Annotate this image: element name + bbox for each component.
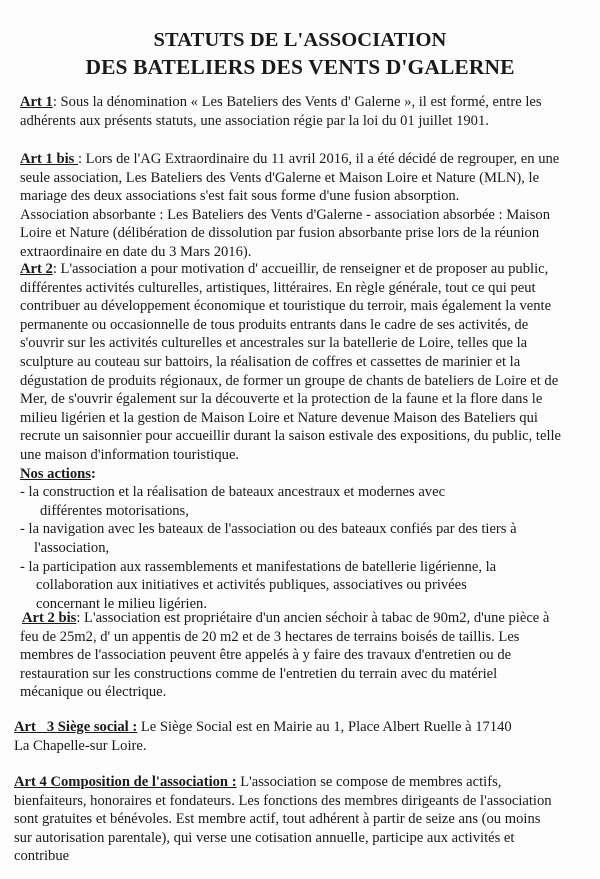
article-line: sur autorisation parentale), qui verse une cotisation annuelle, participe aux activités et	[14, 829, 515, 846]
article-line: extraordinaire en date du 3 Mars 2016).	[20, 243, 252, 260]
article-line	[20, 150, 592, 169]
actions-label: Nos actions	[20, 465, 91, 482]
article-line: Association absorbante : Les Bateliers des Vents d'Galerne - association absorbée : Maison	[20, 206, 551, 223]
article-line	[20, 93, 592, 112]
actions-heading	[20, 465, 592, 484]
article-line	[14, 773, 586, 792]
article-line	[14, 718, 586, 737]
article-line: mariage des deux associations s'est fait sous forme d'une fusion absorption.	[20, 188, 460, 205]
article-line: différentes activités culturelles, artistiques, littéraires. En règle générale, tout ce qui peut	[20, 279, 536, 296]
article-text: : Lors de l'AG Extraordinaire du 11 avril 2016, il a été décidé de regrouper, en une	[77, 151, 560, 167]
article-line	[22, 609, 594, 628]
article-line: contribue	[14, 848, 70, 865]
article-line: adhérents aux présents statuts, une association régie par la loi du 01 juillet 1901.	[20, 112, 489, 129]
article-line: seule association, Les Bateliers des Vents d'Galerne et Maison Loire et Nature (MLN), le	[20, 169, 540, 186]
article-line: feu de 25m2, d' un appentis de 20 m2 et de 3 hectares de terrains boisés de taillis. Les	[20, 628, 520, 645]
article-line: milieu ligérien et la gestion de Maison Loire et Nature devenue Maison des Bateliers qui	[20, 409, 538, 426]
article-text: Le Siège Social est en Mairie au 1, Place Albert Ruelle à 17140	[137, 719, 512, 735]
title-line-2: DES BATELIERS DES VENTS D'GALERNE	[85, 55, 515, 79]
article-line: recrute un saisonnier pour accueillir durant la saison estivale des expositions, du public, telle	[20, 428, 562, 445]
article-label: Art 1 bis	[20, 151, 78, 167]
article-line: une maison d'information touristique.	[20, 446, 240, 463]
article-4	[14, 773, 586, 866]
article-line: dégustation de produits régionaux, de former un groupe de chants de bateliers de Loire et de	[20, 372, 559, 389]
title-line-1: STATUTS DE L'ASSOCIATION	[153, 29, 447, 51]
action-item: - la construction et la réalisation de bateaux ancestraux et modernes avec	[20, 484, 446, 501]
article-line: contribuer au développement économique et touristique du terroir, mais également la vente	[20, 298, 552, 315]
article-label: Art 2 bis	[22, 610, 77, 626]
article-line: Loire et Nature (délibération de dissolution par fusion absorbante prise lors de la réunion	[20, 225, 540, 242]
article-2	[20, 260, 592, 613]
article-1	[20, 93, 592, 130]
article-label: Art 3 Siège social :	[14, 719, 138, 735]
action-item: - la participation aux rassemblements et manifestations de batellerie ligérienne, la	[20, 558, 497, 575]
article-1-bis	[20, 150, 592, 262]
action-item-continuation: concernant le milieu ligérien.	[36, 595, 207, 612]
article-label: Art 1	[20, 94, 53, 110]
article-2-bis	[22, 609, 594, 702]
actions-colon: :	[90, 465, 96, 482]
article-3	[14, 718, 586, 755]
article-line	[20, 260, 592, 279]
article-line: La Chapelle-sur Loire.	[14, 737, 147, 754]
article-line: s'ouvrir sur les activités culturelles et ancestrales sur la batellerie de Loire, telles que la	[20, 335, 528, 352]
article-line: bienfaiteurs, honoraires et fondateurs. Les fonctions des membres dirigeants de l'association	[14, 792, 552, 809]
article-label: Art 2	[20, 261, 53, 277]
article-label: Art 4 Composition de l'association :	[14, 774, 237, 790]
article-text: : L'association a pour motivation d' accueillir, de renseigner et de proposer au public,	[52, 261, 549, 277]
article-line: Mer, de s'ouvrir également sur la découverte et la protection de la faune et la flore dans le	[20, 391, 543, 408]
article-line: restauration sur les constructions comme de l'entretien du terrain avec du matériel	[20, 665, 498, 682]
article-text: : L'association est propriétaire d'un ancien séchoir à tabac de 90m2, d'une pièce à	[76, 610, 550, 626]
article-text: : Sous la dénomination « Les Bateliers des Vents d' Galerne », il est formé, entre les	[52, 94, 542, 110]
action-item-continuation: différentes motorisations,	[40, 502, 189, 519]
action-item-continuation: l'association,	[34, 539, 110, 556]
article-line: sculpture au couteau sur battoirs, la réalisation de coffres et cassettes de marinier et la	[20, 353, 521, 370]
action-item-continuation: collaboration aux initiatives et activités publiques, associatives ou privées	[36, 577, 467, 594]
action-item: - la navigation avec les bateaux de l'association ou des bateaux confiés par des tiers à	[20, 521, 517, 538]
document-title	[0, 27, 600, 81]
article-line: mécanique ou électrique.	[20, 684, 167, 701]
article-text: L'association se compose de membres actifs,	[236, 774, 502, 790]
article-line: sont gratuites et bénévoles. Est membre actif, tout adhérent à partir de seize ans (ou moins	[14, 811, 541, 828]
article-line: membres de l'association peuvent être appelés à y faire des travaux d'entretien ou de	[20, 647, 512, 664]
article-line: permanente ou occasionnelle de tous produits entrants dans le cadre de ses activités, de	[20, 316, 529, 333]
